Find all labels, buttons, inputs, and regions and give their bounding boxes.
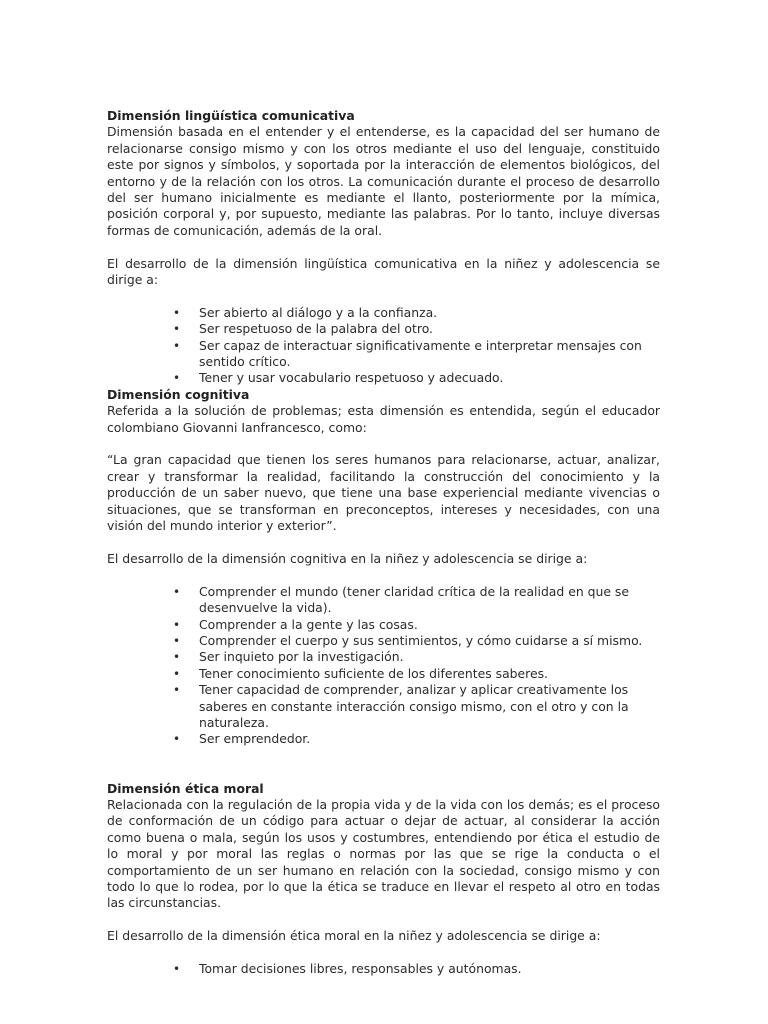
bullet-icon: • — [173, 962, 181, 976]
list-item: • Tomar decisiones libres, responsables y autónomas. — [173, 961, 522, 976]
bullet-icon: • — [173, 371, 181, 386]
bullet-icon: • — [173, 732, 181, 747]
list-item: • Ser respetuoso de la palabra del otro. — [173, 321, 433, 337]
list-item: • Ser abierto al diálogo y a la confianza. — [173, 304, 438, 320]
bullet-icon: • — [173, 617, 181, 632]
list-item: • Comprender el mundo (tener claridad crítica de la realidad en que se desenvuelve la vida). — [173, 583, 629, 616]
bullet-icon: • — [173, 338, 181, 353]
heading-linguistica: Dimensión lingüística comunicativa — [107, 108, 355, 123]
paragraph-etica-moral: Relacionada con la regulación de la propia vida y de la vida con los demás; es el proceso de conformación de un código para actuar o dejar de actuar, al considerar la acción como buena o mala, según los usos y costumbres, entendiendo por ética el estudio de lo moral y por moral las reglas o normas por las que se rige la conducta o el comportamiento de un ser humano en relación con la sociedad, consigo mismo y con todo lo que lo rodea, por lo que la ética se traduce en llevar el respeto al otro en todas las circunstancias. — [107, 796, 660, 911]
list-item: • Comprender el cuerpo y sus sentimientos, y cómo cuidarse a sí mismo. — [173, 632, 643, 648]
list-item: • Ser emprendedor. — [173, 731, 311, 747]
heading-etica-moral: Dimensión ética moral — [107, 780, 264, 796]
bullet-icon: • — [173, 584, 181, 599]
list-item: • Ser capaz de interactuar significativamente e interpretar mensajes con sentido crítico. — [173, 337, 642, 370]
list-item: • Tener capacidad de comprender, analizar y aplicar creativamente los saberes en constante interacción consigo mismo, con el otro y con la naturaleza. — [173, 682, 629, 730]
intro-linguistica: El desarrollo de la dimensión lingüística comunicativa en la niñez y adolescencia se dirige a: — [107, 255, 660, 288]
list-linguistica — [107, 305, 660, 387]
intro-etica-moral: El desarrollo de la dimensión ética moral en la niñez y adolescencia se dirige a: — [107, 928, 601, 944]
list-etica-moral — [107, 961, 660, 977]
list-item: • Tener y usar vocabulario respetuoso y adecuado. — [173, 370, 504, 386]
intro-cognitiva: El desarrollo de la dimensión cognitiva en la niñez y adolescencia se dirige a: — [107, 550, 588, 566]
bullet-icon: • — [173, 633, 181, 648]
bullet-icon: • — [173, 650, 181, 665]
bullet-icon: • — [173, 322, 181, 337]
list-item: • Ser inquieto por la investigación. — [173, 649, 404, 665]
list-item: • Tener conocimiento suficiente de los diferentes saberes. — [173, 665, 548, 681]
paragraph-linguistica: Dimensión basada en el entender y el entenderse, es la capacidad del ser humano de relacionarse consigo mismo y con los otros mediante el uso del lenguaje, constituido este por signos y símbolos, y soportada por la interacción de elementos biológicos, del entorno y de la relación con los otros. La comunicación durante el proceso de desarrollo del ser humano inicialmente es mediante el llanto, posteriormente por la mímica, posición corporal y, por supuesto, mediante las palabras. Por lo tanto, incluye diversas formas de comunicación, además de la oral. — [107, 124, 660, 238]
list-item: • Comprender a la gente y las cosas. — [173, 616, 418, 632]
document-page — [107, 108, 660, 977]
bullet-icon: • — [173, 305, 181, 320]
list-cognitiva — [107, 584, 660, 748]
paragraph-cognitiva: Referida a la solución de problemas; esta dimensión es entendida, según el educador colombiano Giovanni Ianfrancesco, como: — [107, 403, 660, 435]
heading-cognitiva: Dimensión cognitiva — [107, 386, 250, 402]
quote-cognitiva: “La gran capacidad que tienen los seres humanos para relacionarse, actuar, analizar, crear y transformar la realidad, facilitando la construcción del conocimiento y la producción de un saber nuevo, que tiene una base experiencial mediante vivencias o situaciones, que se transforman en preconceptos, intereses y necesidades, con una visión del mundo interior y exterior”. — [107, 452, 660, 534]
bullet-icon: • — [173, 666, 181, 681]
bullet-icon: • — [173, 683, 181, 698]
